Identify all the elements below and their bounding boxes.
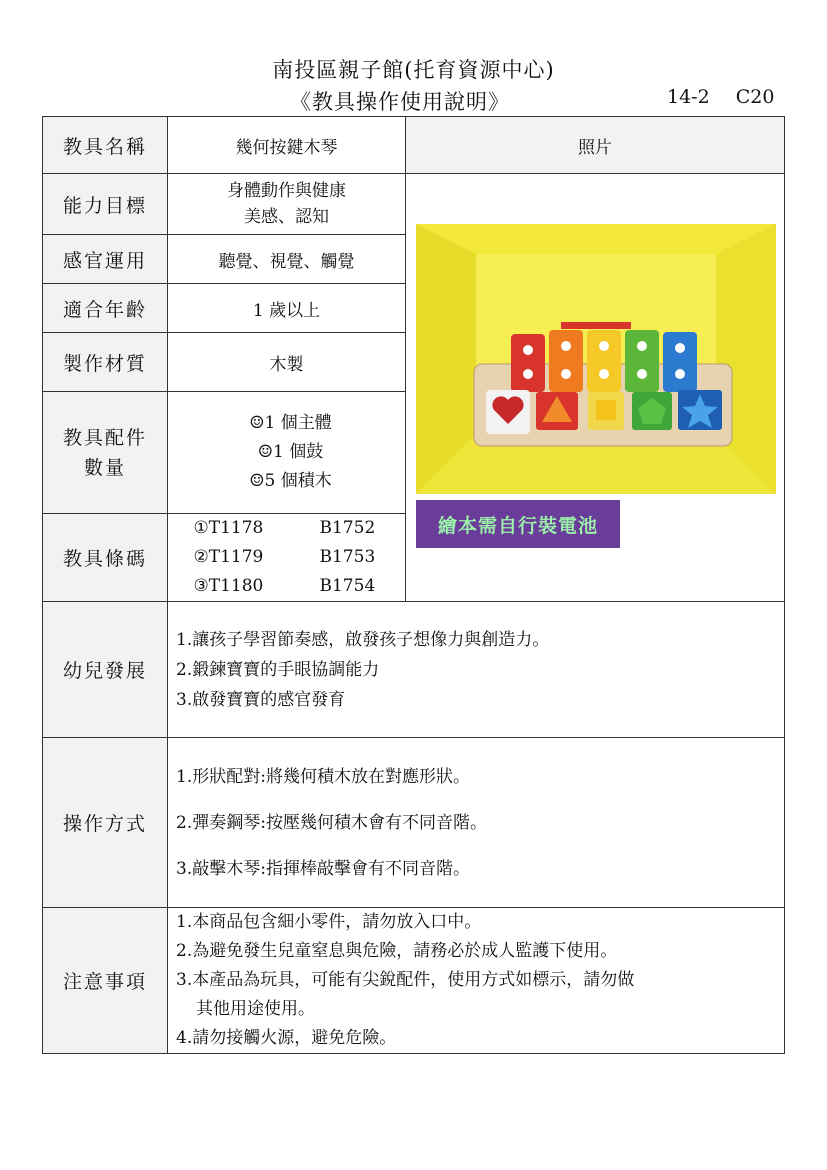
ability-line-2: 美感、認知: [244, 207, 329, 227]
barcode-code: B1752: [319, 518, 376, 538]
list-item: 1.本商品包含細小零件，請勿放入口中。: [176, 912, 482, 932]
photo-label: 照片: [406, 117, 785, 174]
age-label: 適合年齡: [43, 284, 168, 333]
barcode-code: B1754: [319, 576, 376, 596]
list-item: [168, 543, 405, 572]
name-value: 幾何按鍵木琴: [168, 117, 406, 174]
info-table: [42, 116, 785, 1054]
page-title: 南投區親子館(托育資源中心): [272, 58, 555, 82]
age-value: 1 歲以上: [168, 284, 406, 333]
dev-label: 幼兒發展: [43, 602, 168, 738]
battery-banner: 繪本需自行裝電池: [416, 500, 620, 548]
list-item: 1.讓孩子學習節奏感，啟發孩子想像力與創造力。: [176, 629, 550, 650]
senses-label: 感官運用: [43, 235, 168, 284]
material-label: 製作材質: [43, 333, 168, 392]
barcode-number: ①T1178: [193, 518, 264, 538]
list-item: 3.啟發寶寶的感官發育: [176, 689, 346, 710]
parts-label-line-1: 教具配件: [62, 426, 147, 449]
list-item: 4.請勿接觸火源，避免危險。: [176, 1028, 397, 1048]
note-label: 注意事項: [43, 908, 168, 1054]
xylophone-photo: [416, 224, 776, 494]
parts-label: [43, 392, 168, 514]
list-item: ☺1 個主體: [249, 413, 332, 433]
dev-list: [168, 602, 785, 738]
material-value: 木製: [168, 333, 406, 392]
doc-code-b: C20: [735, 86, 775, 108]
barcode-list: [168, 514, 406, 602]
barcode-code: B1753: [319, 547, 376, 567]
ability-line-1: 身體動作與健康: [227, 181, 346, 201]
list-item: [168, 514, 405, 543]
list-item: 2.鍛鍊寶寶的手眼協調能力: [176, 659, 380, 680]
op-label: 操作方式: [43, 738, 168, 908]
parts-label-line-2: 數量: [83, 456, 126, 479]
list-item: 1.形狀配對:將幾何積木放在對應形狀。: [176, 766, 470, 787]
op-list: [168, 738, 785, 908]
name-label: 教具名稱: [43, 117, 168, 174]
barcode-number: ②T1179: [193, 547, 264, 567]
senses-value: 聽覺、視覺、觸覺: [168, 235, 406, 284]
list-item: 2.彈奏鋼琴:按壓幾何積木會有不同音階。: [176, 812, 487, 833]
note-list: [168, 908, 785, 1054]
ability-label: 能力目標: [43, 174, 168, 235]
ability-value: [168, 174, 406, 235]
list-item: 3.本產品為玩具，可能有尖銳配件，使用方式如標示，請勿做: [176, 970, 635, 990]
list-item: ☺5 個積木: [249, 471, 332, 491]
list-item: ☺1 個鼓: [257, 442, 324, 462]
doc-code: [667, 86, 774, 108]
list-item: [168, 572, 405, 601]
barcode-label: 教具條碼: [43, 514, 168, 602]
parts-list: [168, 392, 406, 514]
list-item: 3.敲擊木琴:指揮棒敲擊會有不同音階。: [176, 858, 470, 879]
photo-cell: [406, 174, 785, 602]
list-item: 其他用途使用。: [196, 999, 315, 1019]
page-subtitle: 《教具操作使用說明》: [290, 90, 510, 114]
list-item: 2.為避免發生兒童窒息與危險，請務必於成人監護下使用。: [176, 941, 618, 961]
doc-code-a: 14-2: [667, 86, 710, 108]
barcode-number: ③T1180: [193, 576, 264, 596]
